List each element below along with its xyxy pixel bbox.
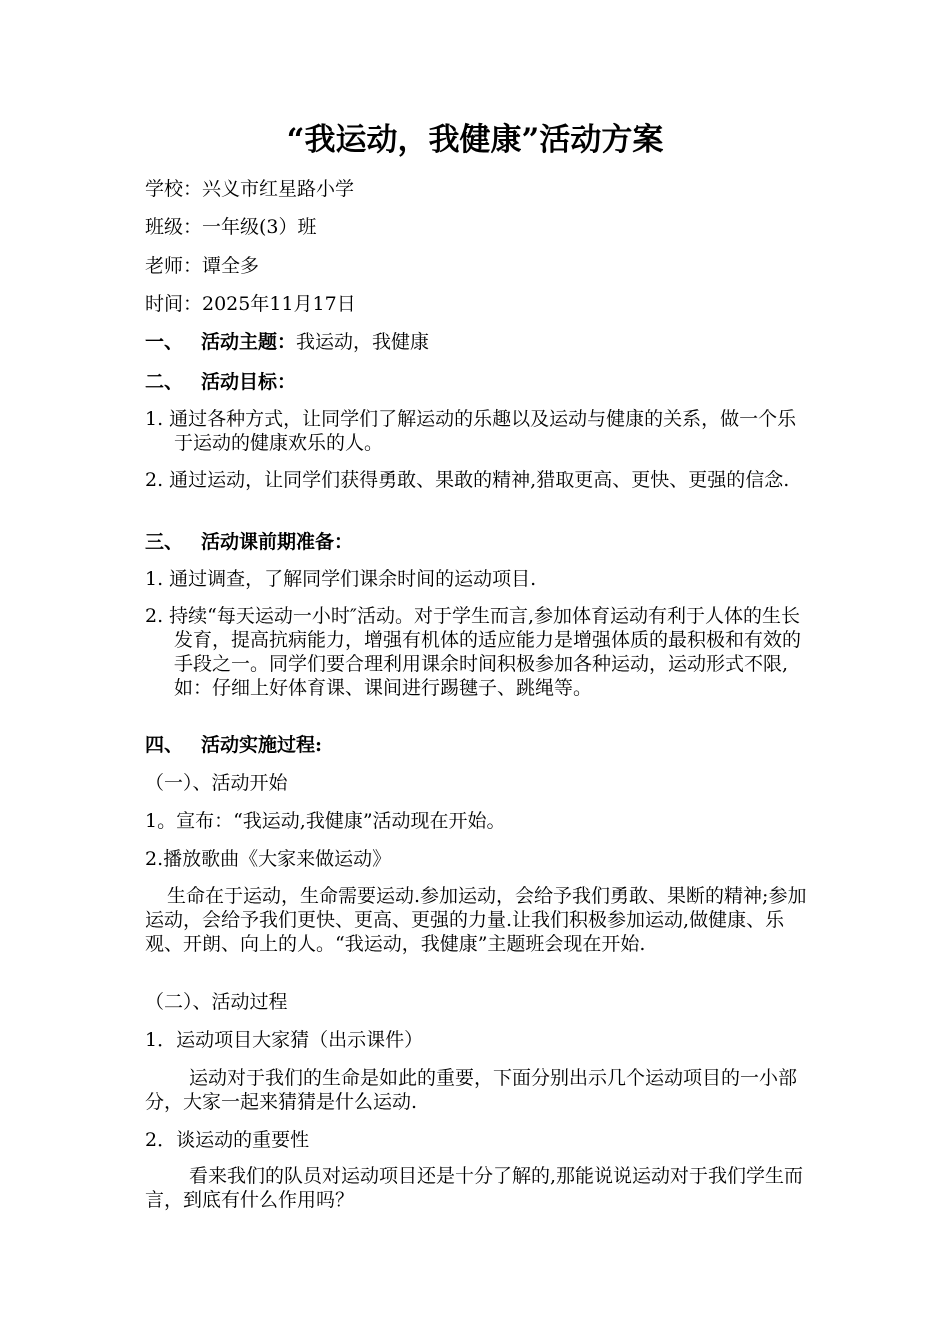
section-1-heading — [145, 329, 429, 355]
part-2-paragraph-1: 运动对于我们的生命是如此的重要，下面分别出示几个运动项目的一小部分，大家一起来猜猜是什么运动. — [145, 1067, 798, 1113]
section-3-label: 活动课前期准备： — [201, 531, 354, 553]
section-2-label: 活动目标： — [201, 371, 297, 393]
document-title: “我运动，我健康”活动方案 — [286, 122, 664, 158]
section-1-number: 一、 — [145, 331, 184, 353]
goal-item-1: 1. 通过各种方式，让同学们了解运动的乐趣以及运动与健康的关系，做一个乐于运动的健康欢乐的人。 — [145, 408, 797, 454]
prep-item-2: 2. 持续“每天运动一小时″活动。对于学生而言,参加体育运动有利于人体的生长发育，提高抗病能力，增强有机体的适应能力是增强体质的最积极和有效的手段之一。同学们要合理利用课余时间积极参加各种运动，运动形式不限,如：仔细上好体育课、课间进行踢毽子、跳绳等。 — [145, 605, 802, 699]
section-2-number: 二、 — [145, 371, 184, 393]
part-1-step-2: 2.播放歌曲《大家来做运动》 — [145, 848, 392, 870]
section-2-heading — [145, 369, 296, 395]
class-line: 班级：一年级(3）班 — [145, 216, 317, 238]
teacher-line: 老师：谭全多 — [145, 255, 260, 277]
school-line: 学校：兴义市红星路小学 — [145, 178, 355, 200]
prep-item-1: 1. 通过调查，了解同学们课余时间的运动项目. — [145, 568, 537, 590]
section-4-number: 四、 — [145, 734, 184, 756]
section-3-heading — [145, 529, 353, 555]
part-2-step-1: 1．运动项目大家猜（出示课件） — [145, 1029, 424, 1051]
section-4-heading — [145, 732, 322, 758]
section-3-number: 三、 — [145, 531, 184, 553]
part-2-step-2: 2．谈运动的重要性 — [145, 1129, 310, 1151]
section-1-label: 活动主题： — [201, 331, 297, 353]
goal-item-2: 2. 通过运动，让同学们获得勇敢、果敢的精神,猎取更高、更快、更强的信念. — [145, 469, 790, 491]
section-4-label: 活动实施过程: — [201, 734, 323, 756]
part-1-paragraph: 生命在于运动，生命需要运动.参加运动，会给予我们勇敢、果断的精神;参加运动，会给予我们更快、更高、更强的力量.让我们积极参加运动,做健康、乐观、开朗、向上的人。“我运动，我健康”主题班会现在开始. — [145, 885, 807, 955]
section-1-text: 我运动，我健康 — [296, 331, 430, 353]
time-line: 时间：2025年11月17日 — [145, 293, 356, 315]
part-2-paragraph-2: 看来我们的队员对运动项目还是十分了解的,那能说说运动对于我们学生而言，到底有什么作用吗？ — [145, 1165, 804, 1211]
part-2-heading: （二）、活动过程 — [145, 991, 288, 1013]
part-1-heading: （一）、活动开始 — [145, 772, 288, 794]
part-1-step-1: 1。宣布：“我运动,我健康”活动现在开始。 — [145, 810, 506, 832]
